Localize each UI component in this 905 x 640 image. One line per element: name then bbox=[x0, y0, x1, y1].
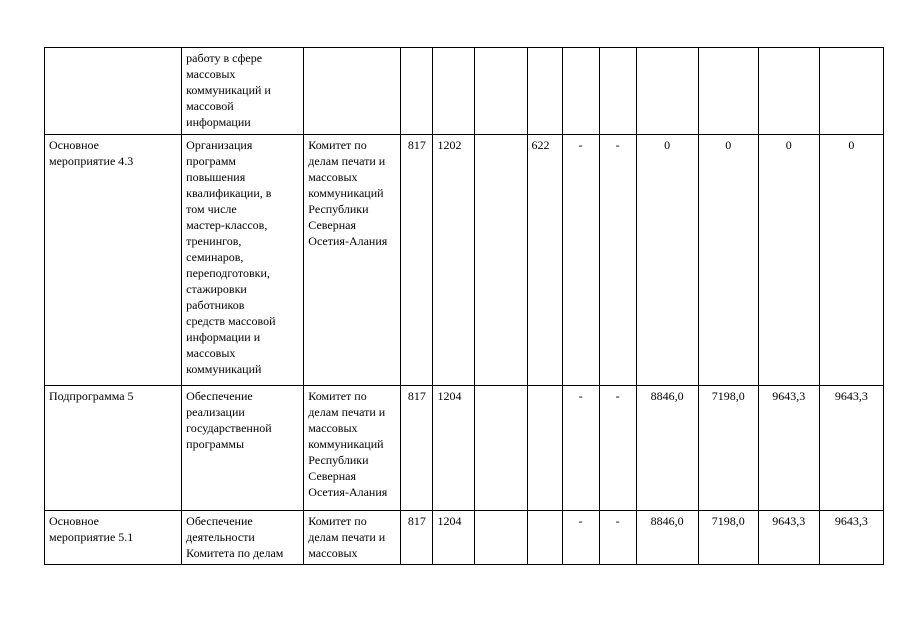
grbs-cell bbox=[401, 48, 433, 135]
dash-cell bbox=[599, 48, 636, 135]
csr-cell bbox=[475, 386, 527, 511]
vr-cell bbox=[527, 511, 562, 565]
description-cell: Организация программ повышения квалификации, в том числе мастер-классов, тренингов, семинаров, переподготовки, стажировки работников средств массовой информации и массовых коммуникаций bbox=[182, 135, 304, 386]
budget-table bbox=[44, 47, 884, 565]
value-cell: 0 bbox=[819, 135, 883, 386]
dash-cell: - bbox=[599, 511, 636, 565]
rzpr-cell: 1202 bbox=[433, 135, 475, 386]
executor-cell: Комитет по делам печати и массовых bbox=[304, 511, 401, 565]
value-cell bbox=[758, 48, 819, 135]
description-cell: Обеспечение реализации государственной программы bbox=[182, 386, 304, 511]
value-cell: 9643,3 bbox=[758, 386, 819, 511]
value-cell: 7198,0 bbox=[698, 386, 758, 511]
value-cell: 0 bbox=[758, 135, 819, 386]
rzpr-cell bbox=[433, 48, 475, 135]
value-cell: 0 bbox=[698, 135, 758, 386]
program-title-cell: Основное мероприятие 5.1 bbox=[45, 511, 182, 565]
table-row bbox=[45, 511, 884, 565]
program-title-cell: Подпрограмма 5 bbox=[45, 386, 182, 511]
grbs-cell: 817 bbox=[401, 135, 433, 386]
value-cell: 9643,3 bbox=[758, 511, 819, 565]
program-title-cell bbox=[45, 48, 182, 135]
executor-cell: Комитет по делам печати и массовых коммуникаций Республики Северная Осетия-Алания bbox=[304, 135, 401, 386]
value-cell: 9643,3 bbox=[819, 511, 883, 565]
value-cell bbox=[819, 48, 883, 135]
dash-cell: - bbox=[562, 511, 599, 565]
dash-cell: - bbox=[599, 386, 636, 511]
dash-cell: - bbox=[562, 135, 599, 386]
executor-cell bbox=[304, 48, 401, 135]
value-cell: 8846,0 bbox=[636, 511, 698, 565]
table-row bbox=[45, 135, 884, 386]
csr-cell bbox=[475, 48, 527, 135]
vr-cell bbox=[527, 48, 562, 135]
table-row bbox=[45, 386, 884, 511]
value-cell: 7198,0 bbox=[698, 511, 758, 565]
value-cell bbox=[636, 48, 698, 135]
dash-cell: - bbox=[599, 135, 636, 386]
value-cell: 0 bbox=[636, 135, 698, 386]
value-cell: 8846,0 bbox=[636, 386, 698, 511]
rzpr-cell: 1204 bbox=[433, 511, 475, 565]
value-cell bbox=[698, 48, 758, 135]
vr-cell bbox=[527, 386, 562, 511]
rzpr-cell: 1204 bbox=[433, 386, 475, 511]
executor-cell: Комитет по делам печати и массовых коммуникаций Республики Северная Осетия-Алания bbox=[304, 386, 401, 511]
csr-cell bbox=[475, 511, 527, 565]
program-title-cell: Основное мероприятие 4.3 bbox=[45, 135, 182, 386]
grbs-cell: 817 bbox=[401, 386, 433, 511]
table-row bbox=[45, 48, 884, 135]
description-cell: Обеспечение деятельности Комитета по делам bbox=[182, 511, 304, 565]
dash-cell: - bbox=[562, 386, 599, 511]
vr-cell: 622 bbox=[527, 135, 562, 386]
value-cell: 9643,3 bbox=[819, 386, 883, 511]
description-cell: работу в сфере массовых коммуникаций и массовой информации bbox=[182, 48, 304, 135]
grbs-cell: 817 bbox=[401, 511, 433, 565]
csr-cell bbox=[475, 135, 527, 386]
dash-cell bbox=[562, 48, 599, 135]
